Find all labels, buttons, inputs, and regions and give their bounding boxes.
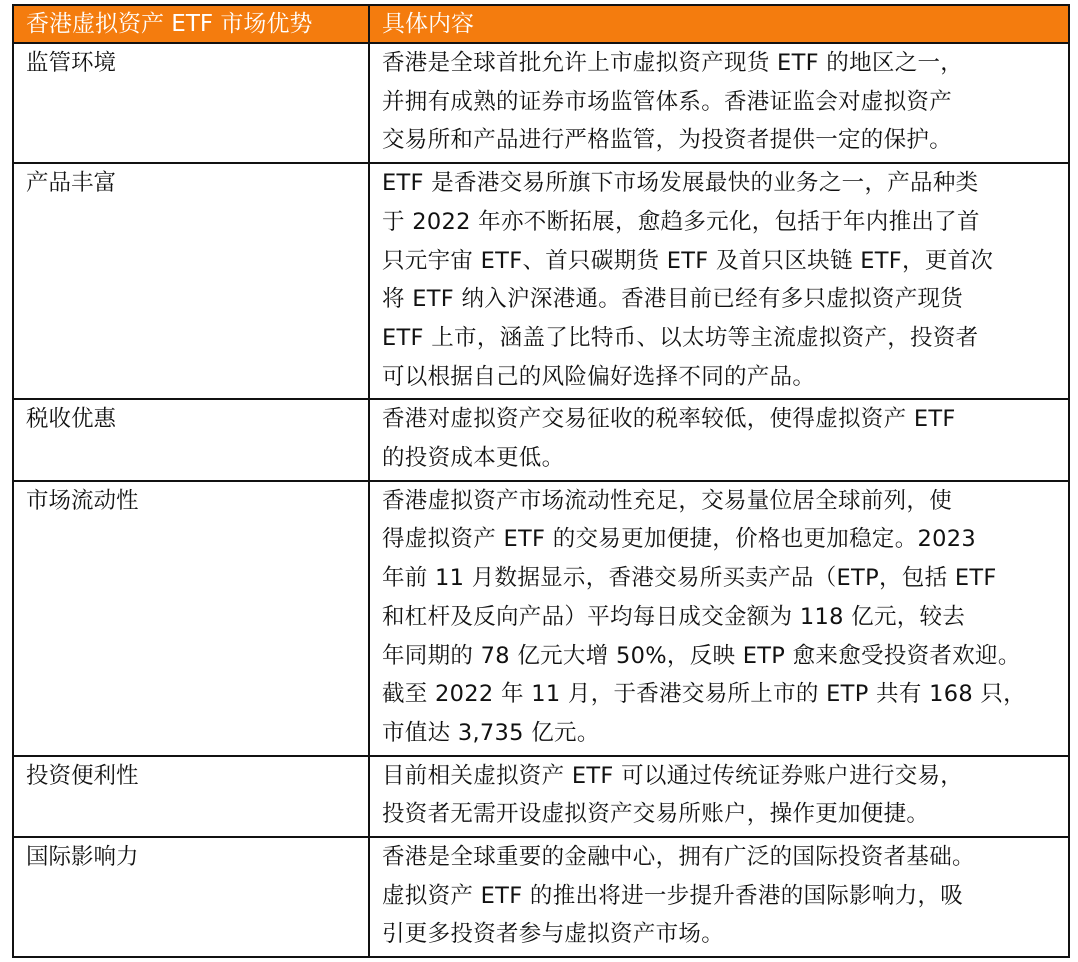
content-line: ETF 上市，涵盖了比特币、以太坊等主流虚拟资产，投资者: [382, 324, 979, 351]
content-line: 并拥有成熟的证券市场监管体系。香港证监会对虚拟资产: [382, 88, 953, 115]
row-content: [369, 399, 1069, 480]
table-row: [13, 837, 1069, 957]
content-line: 得虚拟资产 ETF 的交易更加便捷，价格也更加稳定。2023: [382, 526, 976, 553]
content-line: 交易所和产品进行严格监管，为投资者提供一定的保护。: [382, 127, 953, 154]
row-label: 税收优惠: [13, 399, 369, 480]
content-line: 年同期的 78 亿元大增 50%，反映 ETP 愈来愈受投资者欢迎。: [382, 642, 1021, 669]
row-label: 投资便利性: [13, 756, 369, 837]
content-line: 虚拟资产 ETF 的推出将进一步提升香港的国际影响力，吸: [382, 882, 964, 909]
header-content: 具体内容: [369, 5, 1069, 43]
row-content: [369, 837, 1069, 957]
content-line: 目前相关虚拟资产 ETF 可以通过传统证券账户进行交易，: [382, 762, 964, 789]
content-line: 引更多投资者参与虚拟资产市场。: [382, 921, 725, 948]
table-row: [13, 163, 1069, 399]
row-label: 国际影响力: [13, 837, 369, 957]
content-line: 于 2022 年亦不断拓展，愈趋多元化，包括于年内推出了首: [382, 208, 980, 235]
content-line: 只元宇宙 ETF、首只碳期货 ETF 及首只区块链 ETF，更首次: [382, 247, 994, 274]
content-line: 香港虚拟资产市场流动性充足，交易量位居全球前列，使: [382, 487, 953, 514]
row-content: [369, 481, 1069, 756]
table-header-row: [13, 5, 1069, 43]
table-row: [13, 399, 1069, 480]
content-line: 截至 2022 年 11 月，于香港交易所上市的 ETP 共有 168 只，: [382, 681, 1026, 708]
content-line: 年前 11 月数据显示，香港交易所买卖产品（ETP，包括 ETF: [382, 565, 997, 592]
content-line: 可以根据自己的风险偏好选择不同的产品。: [382, 363, 816, 390]
row-content: [369, 43, 1069, 163]
table-row: [13, 756, 1069, 837]
row-label: 监管环境: [13, 43, 369, 163]
table-row: [13, 43, 1069, 163]
content-line: 香港对虚拟资产交易征收的税率较低，使得虚拟资产 ETF: [382, 406, 956, 433]
table-row: [13, 481, 1069, 756]
row-content: [369, 756, 1069, 837]
etf-advantages-table: [12, 4, 1070, 958]
content-line: 的投资成本更低。: [382, 445, 565, 472]
row-content: [369, 163, 1069, 399]
content-line: 投资者无需开设虚拟资产交易所账户，操作更加便捷。: [382, 801, 930, 828]
content-line: 香港是全球首批允许上市虚拟资产现货 ETF 的地区之一，: [382, 50, 964, 76]
row-label: 市场流动性: [13, 481, 369, 756]
content-line: ETF 是香港交易所旗下市场发展最快的业务之一，产品种类: [382, 170, 979, 197]
content-line: 将 ETF 纳入沪深港通。香港目前已经有多只虚拟资产现货: [382, 286, 964, 313]
content-line: 香港是全球重要的金融中心，拥有广泛的国际投资者基础。: [382, 844, 975, 871]
header-advantage: 香港虚拟资产 ETF 市场优势: [13, 5, 369, 43]
content-line: 和杠杆及反向产品）平均每日成交金额为 118 亿元，较去: [382, 603, 966, 630]
row-label: 产品丰富: [13, 163, 369, 399]
content-line: 市值达 3,735 亿元。: [382, 719, 600, 746]
